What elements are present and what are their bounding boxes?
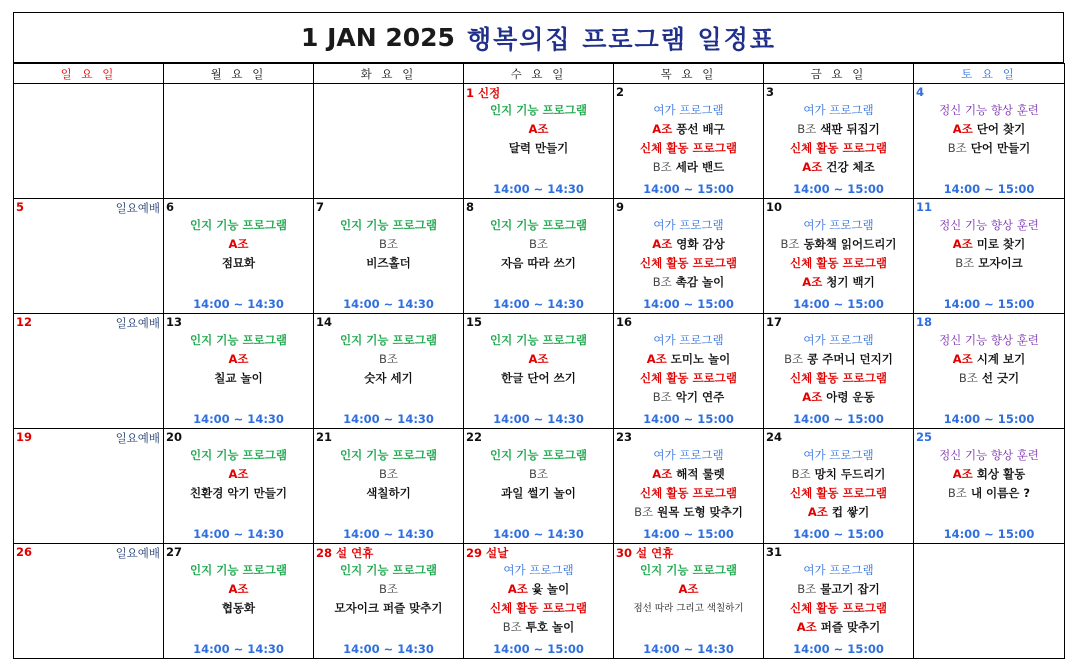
activity: 숫자 세기	[364, 371, 413, 385]
date-label: 21	[316, 430, 333, 444]
weekday-thursday: 목 요 일	[614, 64, 764, 84]
date-label: 15	[466, 315, 483, 329]
time-label: 14:00 ~ 14:30	[343, 642, 434, 656]
day-cell	[764, 84, 914, 199]
activity: 윷 놀이	[531, 582, 570, 596]
page-title	[13, 12, 1064, 63]
activity: 단어 만들기	[970, 141, 1031, 155]
date-label: 14	[316, 315, 333, 329]
day-cell	[614, 544, 764, 659]
date-label: 28 설 연휴	[316, 546, 374, 560]
group-label: B조	[784, 352, 804, 366]
day-cell	[164, 429, 314, 544]
program-name: 신체 활동 프로그램	[640, 256, 737, 270]
program-name: 여가 프로그램	[803, 103, 874, 117]
day-cell	[464, 429, 614, 544]
date-label: 8	[466, 200, 475, 214]
day-cell	[464, 314, 614, 429]
program-name: 신체 활동 프로그램	[790, 256, 887, 270]
weekday-header-row	[14, 64, 1065, 84]
day-cell	[614, 314, 764, 429]
time-label: 14:00 ~ 14:30	[193, 527, 284, 541]
program-name: 신체 활동 프로그램	[790, 601, 887, 615]
group-label: A조	[228, 582, 249, 596]
service-label: 일요예배	[115, 546, 160, 560]
time-label: 14:00 ~ 15:00	[793, 297, 884, 311]
weekday-saturday: 토 요 일	[914, 64, 1065, 84]
activity: 물고기 잡기	[820, 582, 880, 596]
program-name: 인지 기능 프로그램	[190, 448, 287, 462]
time-label: 14:00 ~ 14:30	[643, 642, 734, 656]
program-name: 인지 기능 프로그램	[190, 218, 287, 232]
service-label: 일요예배	[115, 431, 160, 445]
program-name: 인지 기능 프로그램	[490, 333, 587, 347]
time-label: 14:00 ~ 14:30	[193, 642, 284, 656]
activity: 내 이름은 ?	[970, 486, 1031, 500]
date-label: 16	[616, 315, 633, 329]
day-cell	[14, 314, 164, 429]
program-name: 인지 기능 프로그램	[340, 333, 437, 347]
program-name: 인지 기능 프로그램	[490, 103, 587, 117]
activity: 동화책 읽어드리기	[803, 237, 897, 251]
activity: 선 긋기	[981, 371, 1020, 385]
date-label: 1 신정	[466, 86, 501, 100]
activity: 청기 백기	[826, 275, 875, 289]
program-name: 정신 기능 향상 훈련	[939, 103, 1039, 117]
activity: 망치 두드리기	[814, 467, 886, 481]
schedule-sheet	[13, 12, 1064, 654]
date-label: 30 설 연휴	[616, 546, 674, 560]
activity: 시계 보기	[976, 352, 1026, 366]
group-label: B조	[652, 390, 672, 404]
day-cell	[614, 429, 764, 544]
day-cell	[14, 429, 164, 544]
date-label: 5	[16, 200, 25, 214]
program-name: 신체 활동 프로그램	[790, 486, 887, 500]
group-label: B조	[797, 582, 817, 596]
group-label: B조	[947, 486, 967, 500]
group-label: B조	[379, 237, 398, 251]
date-label: 12	[16, 315, 33, 329]
date-label: 4	[916, 85, 925, 99]
group-label: B조	[791, 467, 811, 481]
program-name: 인지 기능 프로그램	[190, 563, 287, 577]
day-cell	[614, 199, 764, 314]
program-name: 인지 기능 프로그램	[340, 448, 437, 462]
day-cell	[464, 84, 614, 199]
program-name: 여가 프로그램	[653, 218, 724, 232]
date-label: 31	[766, 545, 783, 559]
time-label: 14:00 ~ 15:00	[643, 412, 734, 426]
activity: 도미노 놀이	[670, 352, 731, 366]
activity: 투호 놀이	[525, 620, 575, 634]
time-label: 14:00 ~ 14:30	[493, 412, 584, 426]
activity: 콩 주머니 던지기	[807, 352, 893, 366]
day-cell	[464, 199, 614, 314]
day-cell	[14, 544, 164, 659]
day-cell	[14, 199, 164, 314]
activity: 원목 도형 맞추기	[657, 505, 743, 519]
group-label: A조	[952, 352, 973, 366]
date-label: 23	[616, 430, 633, 444]
group-label: A조	[228, 352, 249, 366]
group-label: A조	[952, 122, 973, 136]
group-label: B조	[379, 352, 398, 366]
week-row	[14, 84, 1065, 199]
group-label: B조	[379, 467, 398, 481]
program-name: 여가 프로그램	[653, 448, 724, 462]
group-label: B조	[947, 141, 967, 155]
program-name: 인지 기능 프로그램	[190, 333, 287, 347]
activity: 아령 운동	[826, 390, 875, 404]
calendar-table	[13, 63, 1065, 659]
activity: 영화 감상	[676, 237, 725, 251]
program-name: 신체 활동 프로그램	[790, 141, 887, 155]
time-label: 14:00 ~ 14:30	[343, 412, 434, 426]
activity: 자음 따라 쓰기	[501, 256, 576, 270]
date-label: 25	[916, 430, 933, 444]
weekday-wednesday: 수 요 일	[464, 64, 614, 84]
group-label: B조	[529, 467, 548, 481]
day-cell	[914, 314, 1065, 429]
group-label: A조	[678, 582, 699, 596]
date-label: 26	[16, 545, 33, 559]
group-label: B조	[797, 122, 817, 136]
program-name: 여가 프로그램	[803, 218, 874, 232]
service-label: 일요예배	[115, 316, 160, 330]
date-label: 24	[766, 430, 783, 444]
weekday-sunday: 일 요 일	[14, 64, 164, 84]
date-label: 29 설날	[466, 546, 509, 560]
title-main: 행복의집 프로그램 일정표	[466, 24, 777, 54]
time-label: 14:00 ~ 14:30	[493, 182, 584, 196]
program-name: 여가 프로그램	[653, 103, 724, 117]
activity: 과일 썰기 놀이	[501, 486, 576, 500]
group-label: A조	[528, 122, 549, 136]
activity: 미로 찾기	[976, 237, 1026, 251]
activity: 달력 만들기	[508, 141, 569, 155]
day-cell	[914, 544, 1065, 659]
group-label: A조	[652, 122, 673, 136]
group-label: A조	[802, 275, 823, 289]
group-label: B조	[955, 256, 975, 270]
day-cell	[314, 84, 464, 199]
time-label: 14:00 ~ 15:00	[643, 182, 734, 196]
day-cell	[164, 199, 314, 314]
time-label: 14:00 ~ 14:30	[343, 527, 434, 541]
activity: 모자이크	[978, 256, 1023, 270]
time-label: 14:00 ~ 15:00	[643, 527, 734, 541]
date-label: 27	[166, 545, 183, 559]
activity: 점묘화	[221, 256, 256, 270]
date-label: 7	[316, 200, 325, 214]
group-label: A조	[796, 620, 817, 634]
group-label: A조	[528, 352, 549, 366]
time-label: 14:00 ~ 15:00	[943, 412, 1035, 426]
program-name: 인지 기능 프로그램	[640, 563, 737, 577]
program-name: 여가 프로그램	[803, 448, 874, 462]
program-name: 신체 활동 프로그램	[640, 486, 737, 500]
program-name: 정신 기능 향상 훈련	[939, 218, 1039, 232]
time-label: 14:00 ~ 15:00	[643, 297, 734, 311]
day-cell	[164, 314, 314, 429]
date-label: 3	[766, 85, 775, 99]
group-label: A조	[228, 467, 249, 481]
weekday-monday: 월 요 일	[164, 64, 314, 84]
activity: 풍선 배구	[676, 122, 725, 136]
activity: 색판 뒤집기	[820, 122, 880, 136]
date-label: 18	[916, 315, 933, 329]
date-label: 19	[16, 430, 33, 444]
group-label: B조	[958, 371, 978, 385]
time-label: 14:00 ~ 14:30	[343, 297, 434, 311]
date-label: 2	[616, 85, 625, 99]
group-label: A조	[228, 237, 249, 251]
activity: 해적 룰렛	[676, 467, 725, 481]
day-cell	[14, 84, 164, 199]
date-label: 17	[766, 315, 783, 329]
group-label: A조	[952, 237, 973, 251]
activity: 건강 체조	[826, 160, 875, 174]
week-row	[14, 429, 1065, 544]
day-cell	[764, 429, 914, 544]
time-label: 14:00 ~ 14:30	[193, 412, 284, 426]
time-label: 14:00 ~ 15:00	[793, 642, 884, 656]
program-name: 여가 프로그램	[503, 563, 574, 577]
activity: 친환경 악기 만들기	[190, 486, 287, 500]
program-name: 정신 기능 향상 훈련	[939, 333, 1039, 347]
day-cell	[764, 314, 914, 429]
day-cell	[464, 544, 614, 659]
group-label: A조	[652, 237, 673, 251]
time-label: 14:00 ~ 15:00	[793, 182, 884, 196]
group-label: A조	[802, 390, 823, 404]
day-cell	[314, 314, 464, 429]
group-label: A조	[802, 160, 823, 174]
group-label: B조	[529, 237, 548, 251]
group-label: B조	[652, 275, 672, 289]
activity: 회상 활동	[976, 467, 1026, 481]
date-label: 10	[766, 200, 783, 214]
group-label: B조	[634, 505, 654, 519]
date-label: 6	[166, 200, 175, 214]
activity: 색칠하기	[366, 486, 411, 500]
program-name: 신체 활동 프로그램	[640, 141, 737, 155]
group-label: B조	[502, 620, 522, 634]
week-row	[14, 314, 1065, 429]
weekday-tuesday: 화 요 일	[314, 64, 464, 84]
activity: 세라 밴드	[675, 160, 725, 174]
program-name: 인지 기능 프로그램	[490, 218, 587, 232]
activity: 악기 연주	[675, 390, 725, 404]
time-label: 14:00 ~ 15:00	[493, 642, 584, 656]
program-name: 인지 기능 프로그램	[490, 448, 587, 462]
program-name: 여가 프로그램	[803, 333, 874, 347]
date-label: 20	[166, 430, 183, 444]
date-label: 9	[616, 200, 625, 214]
activity: 점선 따라 그리고 색칠하기	[633, 603, 744, 614]
time-label: 14:00 ~ 15:00	[793, 527, 884, 541]
date-label: 13	[166, 315, 183, 329]
program-name: 여가 프로그램	[653, 333, 724, 347]
group-label: A조	[807, 505, 828, 519]
week-row	[14, 199, 1065, 314]
weekday-friday: 금 요 일	[764, 64, 914, 84]
activity: 단어 찾기	[976, 122, 1026, 136]
day-cell	[614, 84, 764, 199]
service-label: 일요예배	[115, 201, 160, 215]
day-cell	[764, 544, 914, 659]
title-date: 1 JAN 2025	[300, 23, 455, 52]
group-label: A조	[507, 582, 528, 596]
day-cell	[314, 544, 464, 659]
activity: 비즈홀더	[366, 256, 411, 270]
day-cell	[314, 429, 464, 544]
day-cell	[914, 429, 1065, 544]
day-cell	[314, 199, 464, 314]
program-name: 인지 기능 프로그램	[340, 563, 437, 577]
day-cell	[914, 199, 1065, 314]
day-cell	[914, 84, 1065, 199]
activity: 한글 단어 쓰기	[501, 371, 576, 385]
program-name: 신체 활동 프로그램	[790, 371, 887, 385]
date-label: 11	[916, 200, 933, 214]
time-label: 14:00 ~ 14:30	[493, 297, 584, 311]
time-label: 14:00 ~ 14:30	[193, 297, 284, 311]
day-cell	[764, 199, 914, 314]
program-name: 신체 활동 프로그램	[640, 371, 737, 385]
program-name: 인지 기능 프로그램	[340, 218, 437, 232]
program-name: 여가 프로그램	[803, 563, 874, 577]
time-label: 14:00 ~ 15:00	[943, 182, 1035, 196]
program-name: 신체 활동 프로그램	[490, 601, 587, 615]
activity: 협동화	[221, 601, 256, 615]
activity: 모자이크 퍼즐 맞추기	[334, 601, 443, 615]
activity: 칠교 놀이	[214, 371, 263, 385]
time-label: 14:00 ~ 15:00	[793, 412, 884, 426]
time-label: 14:00 ~ 15:00	[943, 297, 1035, 311]
day-cell	[164, 544, 314, 659]
group-label: A조	[952, 467, 973, 481]
activity: 퍼즐 맞추기	[820, 620, 881, 634]
time-label: 14:00 ~ 15:00	[943, 527, 1035, 541]
group-label: A조	[652, 467, 673, 481]
activity: 촉감 놀이	[675, 275, 725, 289]
group-label: B조	[652, 160, 672, 174]
program-name: 정신 기능 향상 훈련	[939, 448, 1039, 462]
date-label: 22	[466, 430, 483, 444]
time-label: 14:00 ~ 14:30	[493, 527, 584, 541]
group-label: B조	[780, 237, 800, 251]
group-label: B조	[379, 582, 398, 596]
day-cell	[164, 84, 314, 199]
group-label: A조	[646, 352, 667, 366]
activity: 컵 쌓기	[831, 505, 870, 519]
week-row	[14, 544, 1065, 659]
